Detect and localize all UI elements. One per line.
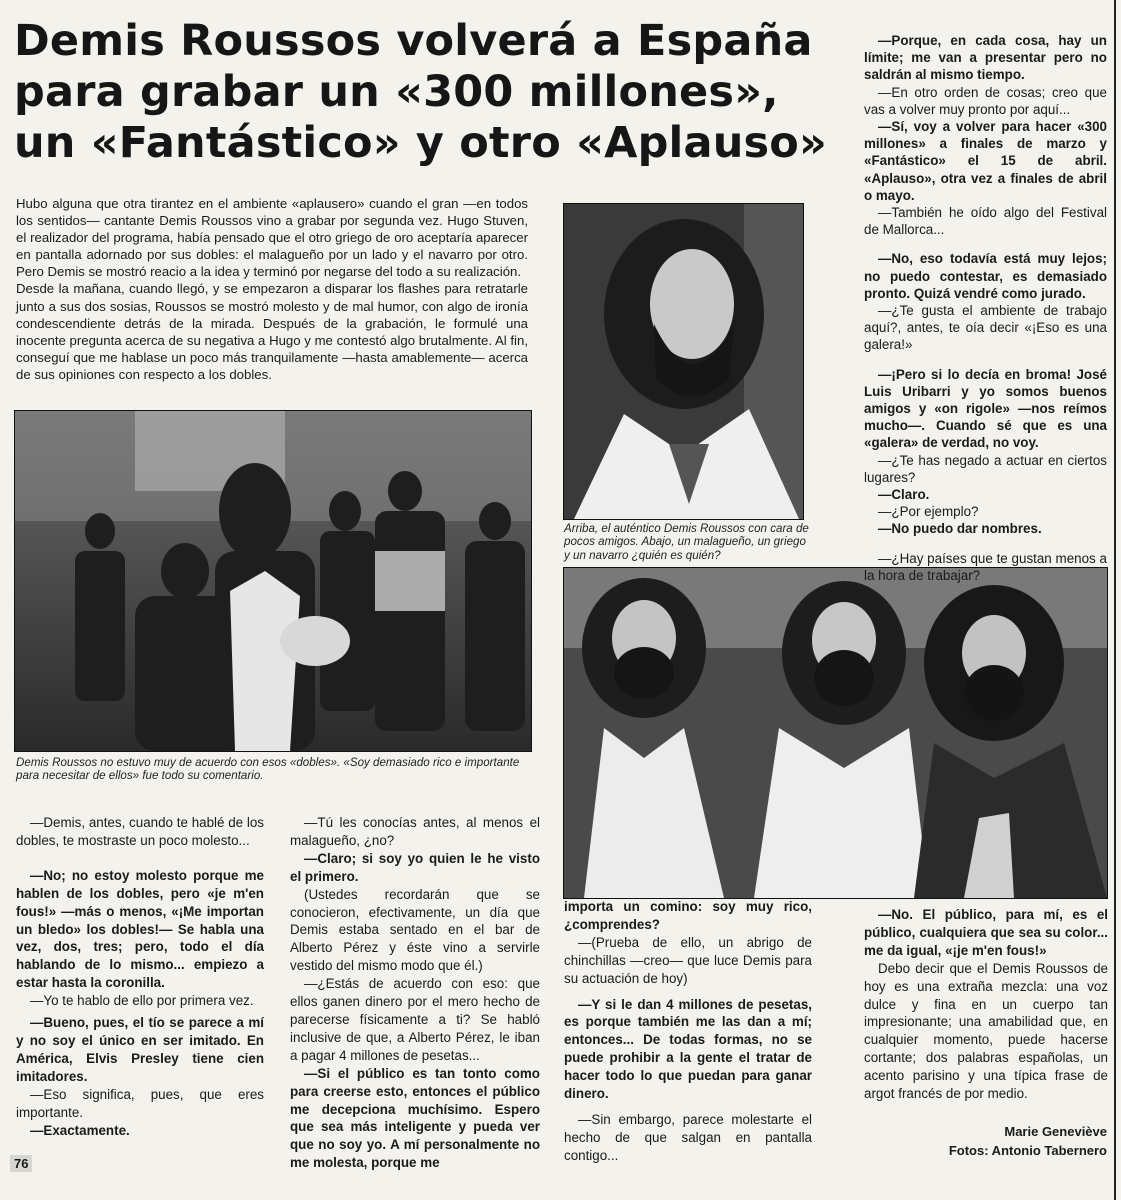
- col3-paragraph: —Y si le dan 4 millones de pesetas, es porque también me las dan a mí; entonces... De todas formas, no se puede prohibir a la gente el tratar de hacer todo lo que puedan para ganar dinero.: [564, 996, 812, 1102]
- headline-line-1: Demis Roussos volverá a España: [14, 16, 813, 66]
- col4-paragraph: —¡Pero si lo decía en broma! José Luis Uribarri y yo somos buenos amigos y «on rigole» —nos reímos mucho—. Cuando sé que es una «galera» de verdad, no voy.: [864, 366, 1107, 451]
- col4-paragraph: —¿Te has negado a actuar en ciertos lugares?: [864, 452, 1107, 485]
- col3-paragraph: importa un comino: soy muy rico, ¿comprendes?: [564, 899, 812, 932]
- column-1: [16, 814, 264, 1139]
- col2-paragraph: (Ustedes recordarán que se conocieron, efectivamente, un día que Demis estaba sentado en el bar de Alberto Pérez y éste vino a servirle vestido del mismo modo que él.): [290, 886, 540, 974]
- col1-paragraph: —Exactamente.: [30, 1122, 130, 1138]
- col4-paragraph: —No puedo dar nombres.: [878, 521, 1042, 537]
- col2-paragraph: —Tú les conocías antes, al menos el malagueño, ¿no?: [290, 815, 540, 848]
- three-men-photo: [563, 567, 1108, 899]
- col1-paragraph: —No; no estoy molesto porque me hablen de los dobles, pero «je m'en fous!» —más o menos, «¡Me importan un bledo» los dobles!— Se habla una vez, dos, tres; pero, todo el día hablando de lo mismo... empiezo a estar hasta la coronilla.: [16, 867, 264, 991]
- col1-paragraph: —Bueno, pues, el tío se parece a mí y no soy el único en ser imitado. En América, Elvis Presley tiene cien imitadores.: [16, 1015, 264, 1084]
- author-name: Marie Geneviève: [1004, 1124, 1107, 1139]
- right-edge-rule: [1114, 0, 1116, 1200]
- col3-paragraph: —(Prueba de ello, un abrigo de chinchillas —creo— que luce Demis para su actuación de hoy): [564, 934, 812, 986]
- col4-paragraph: —Sí, voy a volver para hacer «300 millones» a finales de marzo y «Fantástico» el 15 de abril. «Aplauso», otra vez a finales de abril o mayo.: [864, 119, 1107, 203]
- column-3: [564, 898, 812, 1165]
- photo-credit: Fotos: Antonio Tabernero: [948, 1143, 1107, 1158]
- col4-paragraph: —Claro.: [878, 487, 930, 503]
- col4-bottom-paragraph: —No. El público, para mí, es el público, cualquiera que sea su color... me da igual, «¡je m'en fous!»: [864, 907, 1108, 958]
- portrait-photo: [563, 203, 804, 520]
- col4-bottom-paragraph: Debo decir que el Demis Roussos de hoy es una extraña mezcla: una voz dulce y fina en un cuerpo tan impresionante; una amabilidad que, en cualquier momento, puede hacerse cortante; dos palabras españolas, un acento parisino y una típica frase de argot francés de por medio.: [864, 960, 1108, 1102]
- col4-paragraph: —También he oído algo del Festival de Mallorca...: [864, 205, 1107, 238]
- page-number: 76: [10, 1155, 32, 1172]
- col4-paragraph: —¿Hay países que te gustan menos a la hora de trabajar?: [864, 550, 1107, 583]
- portrait-photo-caption: Arriba, el auténtico Demis Roussos con cara de pocos amigos. Abajo, un malagueño, un griego y un navarro ¿quién es quién?: [564, 522, 809, 562]
- credits: [949, 1122, 1107, 1160]
- col2-paragraph: —¿Estás de acuerdo con eso: que ellos ganen dinero por el mero hecho de parecerse físicamente a ti? Se habló inclusive de que, a Alberto Pérez, le iban a pagar 4 millones de pesetas...: [290, 976, 540, 1063]
- col4-paragraph: —¿Te gusta el ambiente de trabajo aquí?, antes, te oía decir «¡Eso es una galera!»: [864, 303, 1107, 353]
- portrait-photo-illustration: [564, 204, 803, 519]
- column-4-bottom: [864, 906, 1108, 1103]
- column-4-top: [864, 32, 1107, 584]
- col4-paragraph: —¿Por ejemplo?: [878, 504, 979, 520]
- col1-paragraph: —Demis, antes, cuando te hablé de los dobles, te mostraste un poco molesto...: [16, 815, 264, 848]
- col1-paragraph: —Eso significa, pues, que eres importante.: [16, 1086, 264, 1120]
- col4-paragraph: —Porque, en cada cosa, hay un límite; me van a presentar pero no saldrán al mismo tiempo.: [864, 33, 1107, 83]
- headline-line-3: un «Fantástico» y otro «Aplauso»: [14, 118, 828, 168]
- col3-paragraph: —Sin embargo, parece molestarte el hecho de que salgan en pantalla contigo...: [564, 1111, 812, 1163]
- col2-paragraph: —Claro; si soy yo quien le he visto el primero.: [290, 850, 540, 884]
- column-2: [290, 814, 540, 1172]
- three-men-photo-illustration: [564, 568, 1107, 898]
- intro-paragraph-2: Desde la mañana, cuando llegó, y se empezaron a disparar los flashes para retratarle junto a sus dos sosias, Roussos se mostró molesto y de mal humor, con algo de ironía condescendiente detrás de la mirada. Después de la grabación, le formulé una inocente pregunta acerca de su negativa a Hugo y me contestó algo brutalmente. Al fin, conseguí que me hablase un poco más tranquilamente —hasta amablemente— acerca de sus opiniones con respecto a los dobles.: [16, 281, 528, 382]
- group-photo: [14, 410, 532, 752]
- headline-line-2: para grabar un «300 millones»,: [14, 67, 779, 117]
- col4-paragraph: —En otro orden de cosas; creo que vas a volver muy pronto por aquí...: [864, 84, 1107, 117]
- col1-paragraph: —Yo te hablo de ello por primera vez.: [30, 993, 254, 1009]
- col4-paragraph: —No, eso todavía está muy lejos; no puedo contestar, es demasiado pronto. Quizá vendré como jurado.: [864, 251, 1107, 301]
- col2-paragraph: —Si el público es tan tonto como para creerse esto, entonces el público me decepciona muchísimo. Espero que sea más inteligente y pueda ver que no soy yo. A mí personalmente no me molesta, porque me: [290, 1065, 540, 1171]
- group-photo-illustration: [15, 411, 531, 751]
- group-photo-caption: Demis Roussos no estuvo muy de acuerdo con esos «dobles». «Soy demasiado rico e importante para necesitar de ellos» fue todo su comentario.: [16, 756, 520, 783]
- headline: [14, 16, 854, 169]
- intro-paragraph-1: Hubo alguna que otra tirantez en el ambiente «aplausero» cuando el gran —en todos los sentidos— cantante Demis Roussos vino a grabar por segunda vez. Hugo Stuven, el realizador del programa, había pensado que el otro griego de oro aceptaría aparecer en pantalla adornado por sus dobles: el malagueño por un lado y el navarro por otro. Pero Demis se mostró reacio a la idea y terminó por negarse del todo a su realización.: [16, 196, 528, 280]
- intro-text: [16, 195, 528, 383]
